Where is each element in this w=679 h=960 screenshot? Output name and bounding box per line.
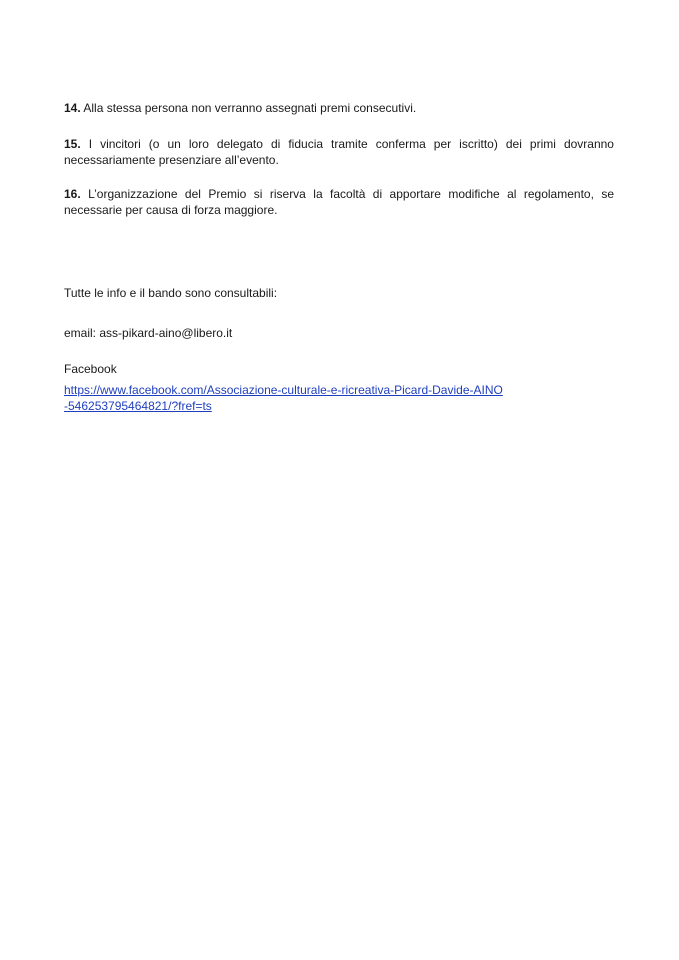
info-intro: Tutte le info e il bando sono consultabili: <box>64 286 278 300</box>
rule-item-15 <box>64 136 614 168</box>
email-line: email: ass-pikard-aino@libero.it <box>64 326 233 340</box>
rule-item-14 <box>64 100 614 116</box>
facebook-label: Facebook <box>64 362 117 376</box>
facebook-link[interactable]: https://www.facebook.com/Associazione-culturale-e-ricreativa-Picard-Davide-AINO-546253795464821/?fref=ts <box>64 383 503 413</box>
rule-item-16 <box>64 186 614 218</box>
rule-number: 15. <box>64 137 81 151</box>
rule-number: 16. <box>64 187 81 201</box>
rule-number: 14. <box>64 101 81 115</box>
rule-text: I vincitori (o un loro delegato di fiducia tramite conferma per iscritto) dei primi dovranno necessariamente presenziare all’evento. <box>64 137 614 167</box>
rule-text: L’organizzazione del Premio si riserva la facoltà di apportare modifiche al regolamento, se necessarie per causa di forza maggiore. <box>64 187 614 217</box>
rule-text: Alla stessa persona non verranno assegnati premi consecutivi. <box>83 101 417 115</box>
